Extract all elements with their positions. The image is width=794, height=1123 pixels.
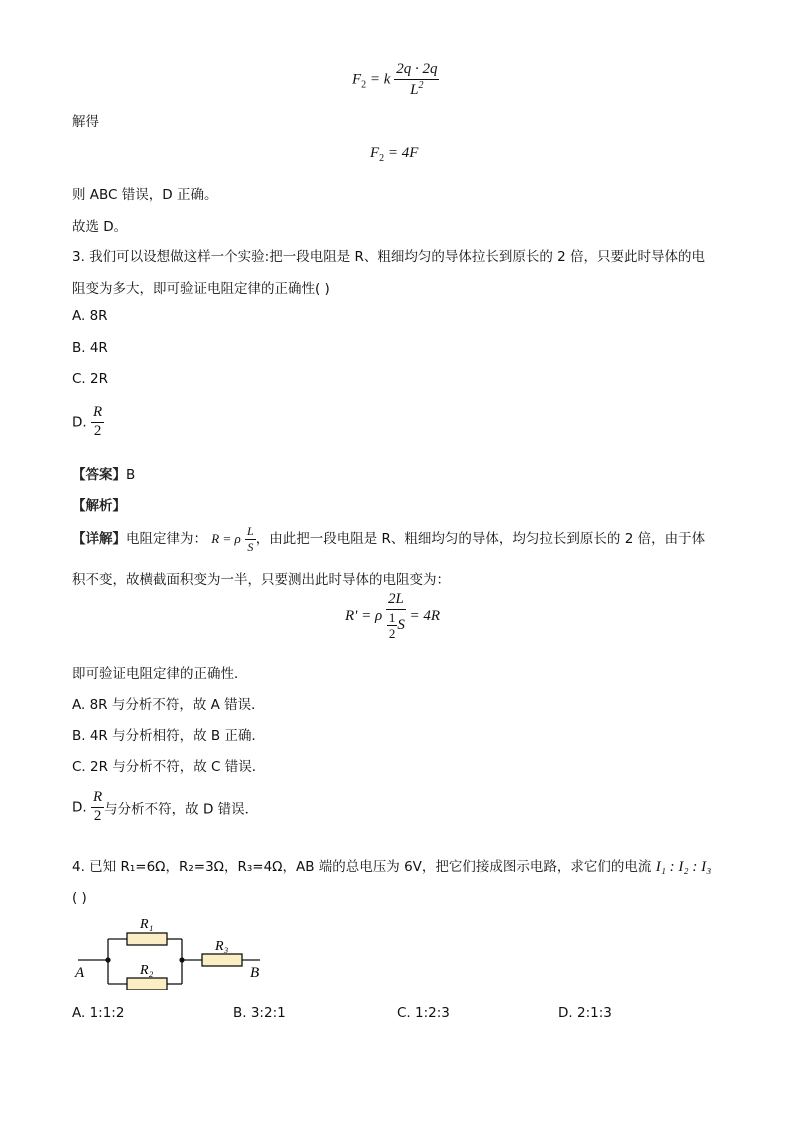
label-r2: R₂ [140, 963, 154, 978]
q3-option-d-fraction: $\frac{R}{2}$ [92, 404, 103, 439]
label-b: B [250, 965, 260, 981]
q3-analysis-d-fraction: $\frac{R}{2}$ [92, 789, 103, 824]
select-d: 故选 D。 [72, 219, 128, 235]
resistor-r3 [202, 954, 242, 966]
q3-option-b: B. 4R [72, 340, 108, 356]
q3-analysis-a: A. 8R 与分析不符，故 A 错误． [72, 697, 265, 713]
formula-r-prime-fraction: 2L $\frac{1}{2}$ S [387, 591, 405, 642]
q3-detail-line1: 【详解】电阻定律为： R = ρ $\frac{L}{S}$ ，由此把一段电阻是 R、粗细均匀的导体，均匀拉长到原长的 2 倍，由于体 [72, 524, 706, 554]
q3-option-c: C. 2R [72, 371, 108, 387]
resistor-r1 [127, 933, 167, 945]
q3-analysis-b: B. 4R 与分析相符，故 B 正确． [72, 728, 265, 744]
q3-verify: 即可验证电阻定律的正确性． [72, 666, 248, 682]
jiede-text: 解得 [72, 114, 99, 130]
formula-result: $F_2 = 4F$ [370, 145, 419, 164]
q3-answer: 【答案】B [72, 467, 136, 483]
q3-option-d: D. $\frac{R}{2}$ [72, 404, 103, 439]
label-a: A [75, 965, 85, 981]
q4-option-d: D. 2:1:3 [558, 1005, 612, 1021]
q3-analysis-c: C. 2R 与分析不符，故 C 错误． [72, 759, 266, 775]
circuit-diagram [72, 910, 272, 990]
q3-stem-line2: 阻变为多大，即可验证电阻定律的正确性( ) [72, 281, 330, 297]
formula-r-prime: R' = ρ 2L $\frac{1}{2}$ S = 4R [345, 591, 441, 642]
q3-analysis-tag: 【解析】 [72, 498, 126, 514]
formula-f2-fraction: $\frac{2q \cdot 2q}{L^2}$ [396, 61, 438, 98]
q3-stem-line1: 3. 我们可以设想做这样一个实验:把一段电阻是 R、粗细均匀的导体拉长到原长的 2 倍，只要此时导体的电 [72, 249, 706, 265]
q4-stem: 4. 已知 R₁=6Ω，R₂=3Ω，R₃=4Ω，AB 端的总电压为 6V，把它们接成图示电路，求它们的电流 I₁ : I₂ : I₃ [72, 859, 712, 875]
q3-detail-line2: 积不变，故横截面积变为一半，只要测出此时导体的电阻变为： [72, 572, 450, 588]
abc-conclusion: 则 ABC 错误，D 正确。 [72, 187, 218, 203]
q4-option-a: A. 1:1:2 [72, 1005, 125, 1021]
q4-paren: ( ) [72, 890, 87, 906]
q4-option-b: B. 3:2:1 [233, 1005, 286, 1021]
law-fraction: $\frac{L}{S}$ [247, 524, 254, 554]
label-r3: R₃ [215, 939, 229, 954]
label-r1: R₁ [140, 917, 154, 932]
q3-analysis-d: D. $\frac{R}{2}$ 与分析不符，故 D 错误． [72, 789, 259, 824]
q4-option-c: C. 1:2:3 [397, 1005, 450, 1021]
formula-f2: $F_2 = k$ $\frac{2q \cdot 2q}{L^2}$ [352, 61, 438, 98]
resistor-r2 [127, 978, 167, 990]
q3-option-a: A. 8R [72, 308, 108, 324]
junction-left [105, 957, 110, 962]
